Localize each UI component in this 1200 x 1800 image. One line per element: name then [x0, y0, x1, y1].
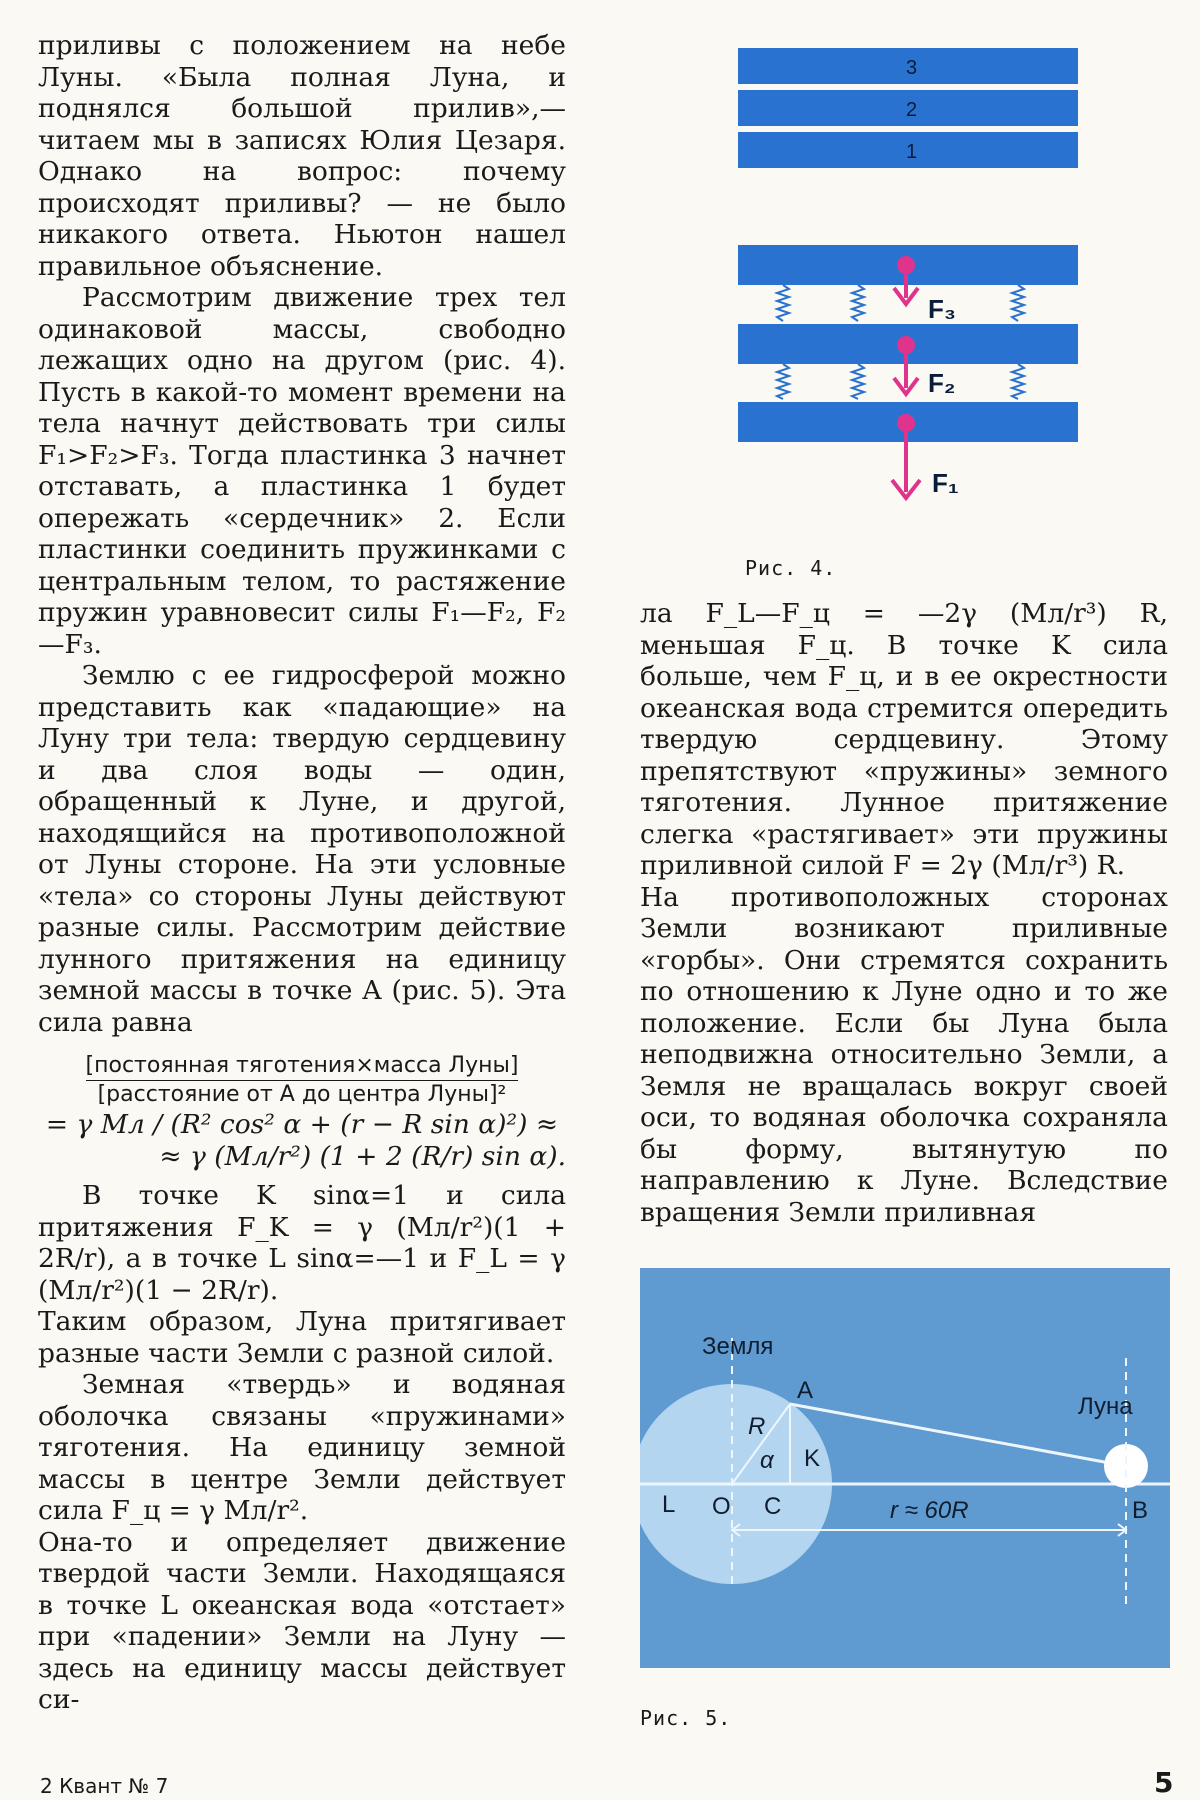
- radius-label: R: [748, 1413, 766, 1440]
- force-arrows: [892, 258, 920, 498]
- paragraph: Таким образом, Луна притягивает разные части Земли с разной силой.: [38, 1306, 566, 1369]
- plate-label: 1: [906, 141, 918, 163]
- right-column: [640, 598, 1168, 1228]
- force-label: F₃: [928, 294, 956, 324]
- formula-fraction: [38, 1052, 566, 1109]
- page-number: 5: [1154, 1766, 1174, 1799]
- formula-denominator: [расстояние от A до центра Луны]²: [97, 1082, 507, 1107]
- left-column: [38, 30, 566, 1716]
- paragraph: На противоположных сторонах Земли возникают приливные «горбы». Они стремятся сохранить по отношению к Луне одно и то же положение. Если бы Луна была неподвижна относительно Земли, а Земля не вращалась вокруг своей оси, то водяная оболочка сохраняла бы форму, вытянутую по направлению к Луне. Вследствие вращения Земли приливная: [640, 881, 1168, 1228]
- point-label: K: [804, 1445, 821, 1472]
- figure-5: [640, 1268, 1170, 1668]
- figure-4: [738, 40, 1088, 510]
- point-label: B: [1132, 1497, 1149, 1524]
- force-label: F₂: [928, 368, 956, 398]
- moon: [1104, 1444, 1148, 1488]
- distance-label: r ≈ 60R: [890, 1497, 969, 1524]
- paragraph: Она-то и определяет движение твердой части Земли. Находящаяся в точке L океанская вода «отстает» при «падении» Земли на Луну — здесь на единицу массы действует си-: [38, 1526, 566, 1715]
- paragraph: Земная «твердь» и водяная оболочка связаны «пружинами» тяготения. На единицу земной массы в центре Земли действует сила F_ц = γ Mл/r².: [38, 1369, 566, 1526]
- force-label: F₁: [932, 468, 959, 498]
- paragraph: приливы с положением на небе Луны. «Была полная Луна, и поднялся большой прилив»,— читаем мы в записях Юлия Цезаря. Однако на вопрос: почему происходят приливы? — не было никакого ответа. Ньютон нашел правильное объяснение.: [38, 30, 566, 282]
- formula-numerator: [постоянная тяготения×масса Луны]: [86, 1052, 519, 1081]
- point-label: C: [764, 1493, 782, 1520]
- plate-label: 3: [906, 57, 918, 79]
- footer-left: 2 Квант № 7: [40, 1774, 169, 1798]
- paragraph: Рассмотрим движение трех тел одинаковой массы, свободно лежащих одно на другом (рис. 4). Пусть в какой-то момент времени на тела начнут действовать три силы F₁>F₂>F₃. Тогда пластинка 3 начнет отставать, а пластинка 1 будет опережать «сердечник» 2. Если пластинки соединить пружинками с центральным телом, то растяжение пружин уравновесит силы F₁—F₂, F₂—F₃.: [38, 282, 566, 660]
- figure-4-caption: Рис. 4.: [745, 556, 837, 580]
- formula-line: = γ Mл / (R² cos² α + (r − R sin α)²) ≈: [45, 1109, 559, 1140]
- point-label: L: [662, 1491, 676, 1518]
- angle-label: α: [760, 1447, 774, 1474]
- earth-label: Земля: [702, 1333, 774, 1360]
- point-label: O: [712, 1493, 731, 1520]
- paragraph: В точке K sinα=1 и сила притяжения F_K = γ (Mл/r²)(1 + 2R/r), а в точке L sinα=—1 и F_L = γ (Mл/r²)(1 − 2R/r).: [38, 1180, 566, 1306]
- paragraph: ла F_L—F_ц = —2γ (Mл/r³) R, меньшая F_ц. В точке K сила больше, чем F_ц, и в ее окрестности океанская вода стремится опередить твердую сердцевину. Этому препятствуют «пружины» земного тяготения. Лунное притяжение слегка «растягивает» эти пружины приливной силой F = 2γ (Mл/r³) R.: [640, 598, 1168, 881]
- plate-label: 2: [906, 99, 918, 121]
- figure-5-caption: Рис. 5.: [640, 1706, 732, 1730]
- formula-line: ≈ γ (Mл/r²) (1 + 2 (R/r) sin α).: [159, 1140, 566, 1172]
- paragraph: Землю с ее гидросферой можно представить как «падающие» на Луну три тела: твердую сердцевину и два слоя воды — один, обращенный к Луне, и другой, находящийся на противоположной от Луны стороне. На эти условные «тела» со стороны Луны действуют разные силы. Рассмотрим действие лунного притяжения на единицу земной массы в точке A (рис. 5). Эта сила равна: [38, 660, 566, 1038]
- moon-label: Луна: [1078, 1393, 1133, 1420]
- point-label: A: [797, 1377, 814, 1404]
